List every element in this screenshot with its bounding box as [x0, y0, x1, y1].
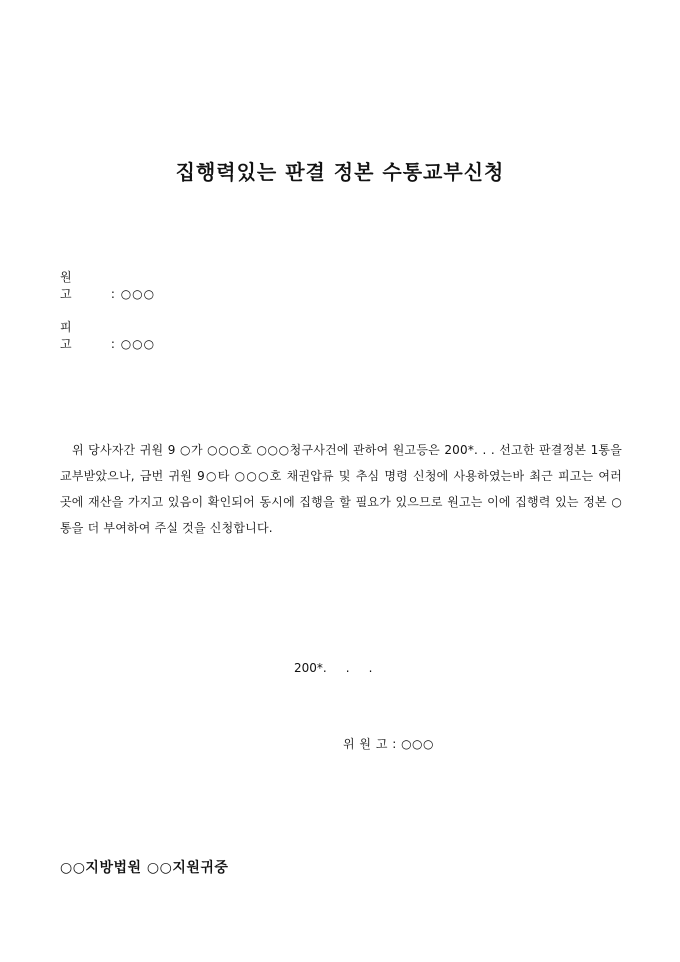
plaintiff-line [60, 268, 155, 302]
request-body-text: 위 당사자간 귀원 9 ○가 ○○○호 ○○○청구사건에 관하여 원고등은 200*. . . 선고한 판결정본 1통을 교부받았으나, 금번 귀원 9○타 ○○○호 채권압류 및 추심 명령 신청에 사용하였는바 최근 피고는 여러 곳에 재산을 가지고 있음이 확인되어 동시에 집행을 할 필요가 있으므로 원고는 이에 집행력 있는 정본 ○통을 더 부여하여 주실 것을 신청합니다. [60, 443, 622, 535]
document-title: 집행력있는 판결 정본 수통교부신청 [175, 160, 505, 184]
plaintiff-role-label: 원 고 [60, 270, 86, 301]
plaintiff-separator: : [110, 287, 116, 301]
defendant-line [60, 318, 155, 352]
defendant-role-label: 피 고 [60, 320, 86, 351]
request-body-paragraph [60, 437, 622, 541]
signer-line: 위 원 고 : ○○○ [343, 737, 434, 751]
plaintiff-name: ○○○ [120, 287, 156, 301]
court-addressee: ○○지방법원 ○○지원귀중 [60, 860, 229, 876]
defendant-name: ○○○ [120, 337, 156, 351]
document-date: 200*. . . [294, 661, 373, 675]
defendant-separator: : [110, 337, 116, 351]
